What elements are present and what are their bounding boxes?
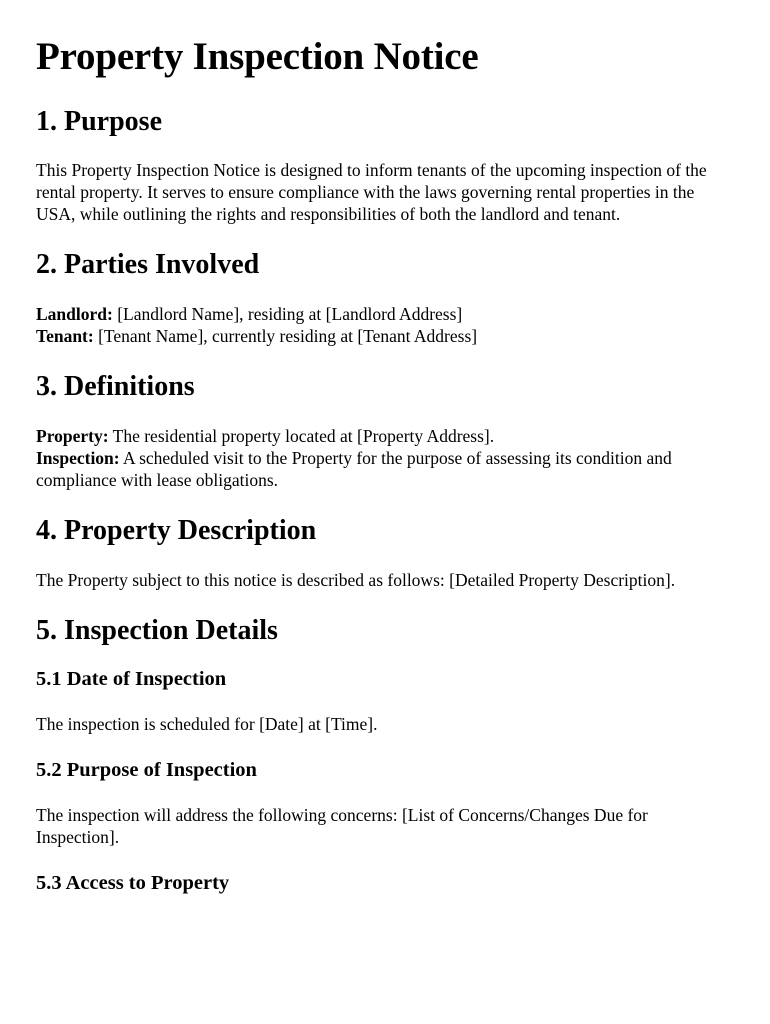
subsection-access-heading: 5.3 Access to Property [36, 872, 230, 894]
party-landlord [36, 304, 462, 324]
definition-inspection [36, 448, 672, 490]
subsection-purpose-heading: 5.2 Purpose of Inspection [36, 759, 257, 781]
section-purpose-heading: 1. Purpose [36, 106, 162, 137]
tenant-text: [Tenant Name], currently residing at [Tenant Address] [93, 326, 478, 346]
section-definitions-body [36, 425, 734, 491]
inspection-text: A scheduled visit to the Property for the purpose of assessing its condition and compliance with lease obligations. [36, 448, 672, 490]
property-text: The residential property located at [Property Address]. [108, 426, 495, 446]
property-label: Property: [36, 426, 109, 446]
section-parties-body [36, 303, 734, 347]
document-title: Property Inspection Notice [36, 35, 479, 78]
landlord-text: [Landlord Name], residing at [Landlord Address] [112, 304, 463, 324]
section-purpose-body: This Property Inspection Notice is designed to inform tenants of the upcoming inspection of the rental property. It serves to ensure compliance with the laws governing rental properties in the USA, while outlining the rights and responsibilities of both the landlord and tenant. [36, 160, 707, 224]
section-details-heading: 5. Inspection Details [36, 615, 278, 646]
section-definitions-heading: 3. Definitions [36, 371, 195, 402]
tenant-label: Tenant: [36, 326, 94, 346]
inspection-label: Inspection: [36, 448, 120, 468]
subsection-date-heading: 5.1 Date of Inspection [36, 668, 227, 690]
section-description-body: The Property subject to this notice is described as follows: [Detailed Property Description]. [36, 570, 676, 590]
section-parties-heading: 2. Parties Involved [36, 249, 260, 280]
subsection-purpose-body: The inspection will address the following concerns: [List of Concerns/Changes Due for Inspection]. [36, 805, 648, 847]
definition-property [36, 426, 494, 446]
section-description-heading: 4. Property Description [36, 515, 317, 546]
party-tenant [36, 326, 477, 346]
subsection-date-body: The inspection is scheduled for [Date] at [Time]. [36, 714, 378, 734]
landlord-label: Landlord: [36, 304, 113, 324]
